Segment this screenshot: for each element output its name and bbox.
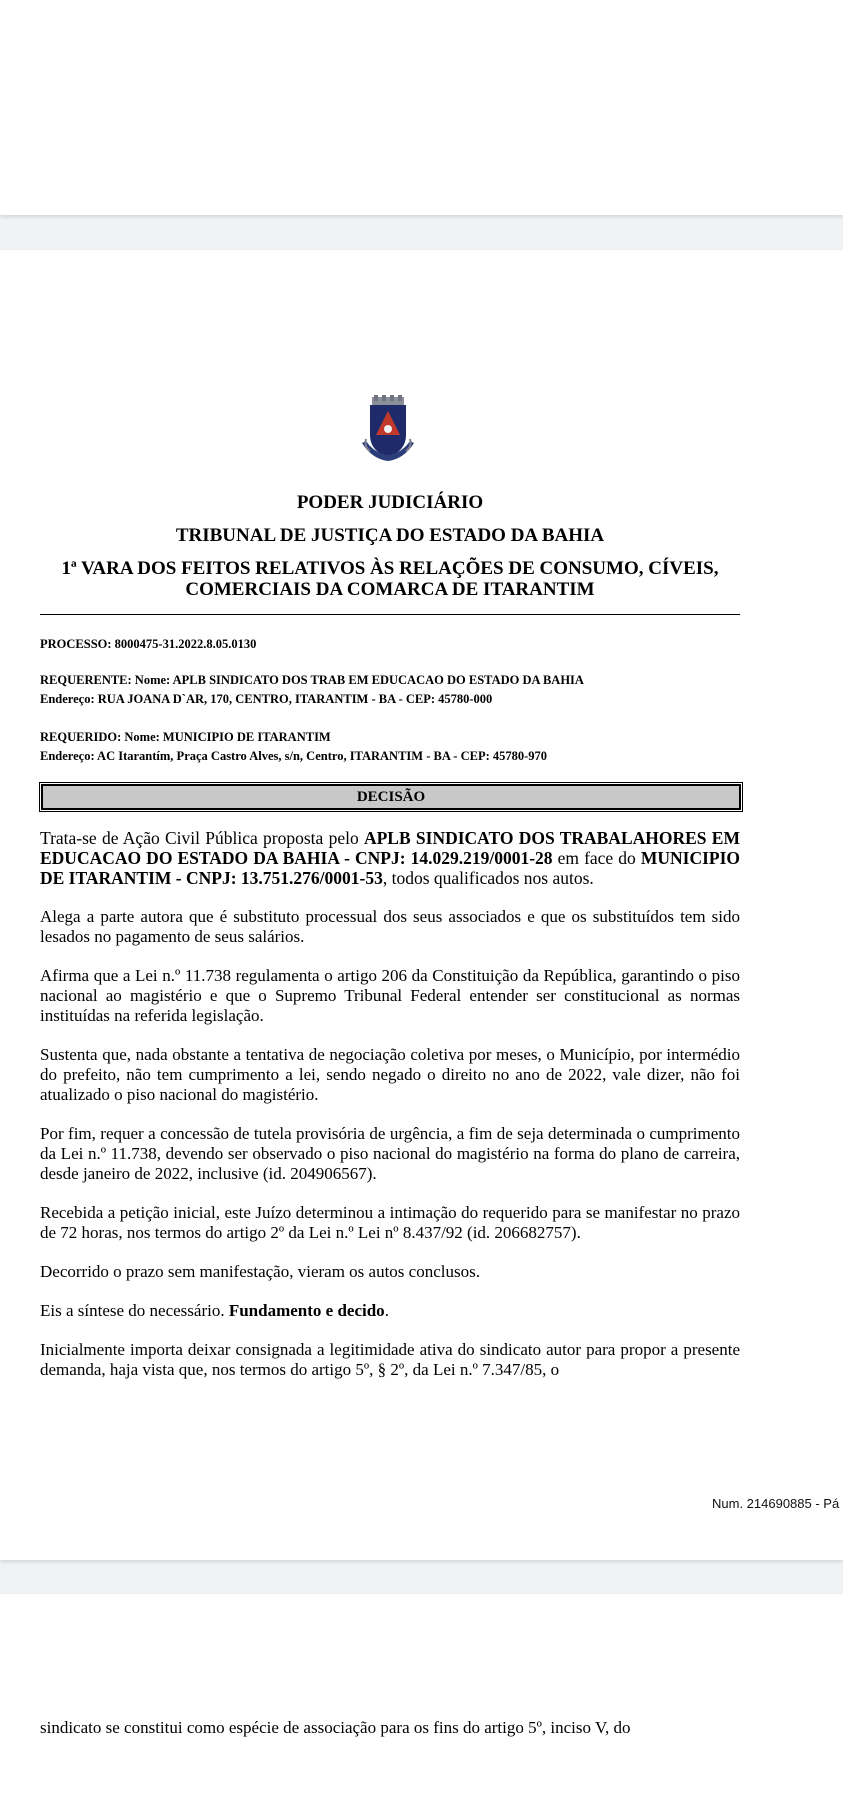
p8-fundamento: Fundamento e decido — [228, 1301, 385, 1320]
header-vara — [40, 558, 740, 600]
header-divider — [40, 614, 740, 615]
p1-text-a: Trata-se de Ação Civil Pública proposta pelo — [40, 828, 364, 848]
paragraph-4: Sustenta que, nada obstante a tentativa de negociação coletiva por meses, o Município, por intermédio do prefeito, não tem cumprimento a lei, sendo negado o direito no ano de 2022, vale dizer, não foi atualizado o piso nacional do magistério. — [40, 1045, 740, 1104]
header-vara-line1: 1ª VARA DOS FEITOS RELATIVOS ÀS RELAÇÕES DE CONSUMO, CÍVEIS, — [61, 558, 719, 579]
paragraph-1 — [40, 828, 740, 888]
p8-text-c: . — [384, 1301, 389, 1320]
requerente-endereco: Endereço: RUA JOANA D`AR, 170, CENTRO, ITARANTIM - BA - CEP: 45780-000 — [40, 692, 493, 706]
paragraph-9: Inicialmente importa deixar consignada a legitimidade ativa do sindicato autor para propor a presente demanda, haja vista que, nos termos do artigo 5º, § 2º, da Lei n.º 7.347/85, o — [40, 1340, 740, 1379]
bahia-coat-of-arms-icon — [358, 395, 418, 465]
document-page — [0, 250, 843, 1560]
processo-number: PROCESSO: 8000475-31.2022.8.05.0130 — [40, 637, 257, 651]
paragraph-3: Afirma que a Lei n.º 11.738 regulamenta o artigo 206 da Constituição da República, garantindo o piso nacional ao magistério e que o Supremo Tribunal Federal entender ser constitucional as normas instituídas na referida legislação. — [40, 966, 740, 1025]
next-page — [0, 1594, 843, 1794]
requerido-block — [40, 728, 760, 766]
page-footer-num: Num. 214690885 - Pá — [712, 1496, 840, 1511]
requerido-nome: REQUERIDO: Nome: MUNICIPIO DE ITARANTIM — [40, 730, 331, 744]
p1-autor: APLB SINDICATO DOS TRABALAHORES EM EDUCACAO DO ESTADO DA BAHIA - CNPJ: 14.029.219/0001-28 — [40, 828, 740, 868]
next-page-first-line: sindicato se constitui como espécie de associação para os fins do artigo 5º, inciso V, do — [40, 1718, 631, 1737]
header-tribunal: TRIBUNAL DE JUSTIÇA DO ESTADO DA BAHIA — [175, 525, 605, 546]
section-title-decisao: DECISÃO — [41, 784, 741, 810]
header-vara-line2: COMERCIAIS DA COMARCA DE ITARANTIM — [185, 579, 595, 600]
previous-page — [0, 0, 843, 215]
p1-text-c: em face do — [552, 848, 641, 868]
paragraph-2: Alega a parte autora que é substituto processual dos seus associados e que os substituídos tem sido lesados no pagamento de seus salários. — [40, 907, 740, 946]
p1-reu: MUNICIPIO DE ITARANTIM - CNPJ: 13.751.276/0001-53 — [40, 848, 741, 888]
requerente-block — [40, 671, 760, 709]
requerido-endereco: Endereço: AC Itarantím, Praça Castro Alves, s/n, Centro, ITARANTIM - BA - CEP: 45780-970 — [40, 749, 548, 763]
header-poder-judiciario: PODER JUDICIÁRIO — [296, 492, 484, 513]
paragraph-6: Recebida a petição inicial, este Juízo determinou a intimação do requerido para se manifestar no prazo de 72 horas, nos termos do artigo 2º da Lei n.º Lei nº 8.437/92 (id. 206682757). — [40, 1203, 740, 1242]
paragraph-8 — [40, 1301, 740, 1321]
paragraph-5: Por fim, requer a concessão de tutela provisória de urgência, a fim de seja determinada o cumprimento da Lei n.º 11.738, devendo ser observado o piso nacional do magistério na forma do plano de carreira, desde janeiro de 2022, inclusive (id. 204906567). — [40, 1124, 740, 1183]
requerente-nome: REQUERENTE: Nome: APLB SINDICATO DOS TRAB EM EDUCACAO DO ESTADO DA BAHIA — [40, 673, 584, 687]
p1-text-e: , todos qualificados nos autos. — [382, 868, 594, 888]
p8-text-a: Eis a síntese do necessário. — [40, 1301, 229, 1320]
paragraph-7: Decorrido o prazo sem manifestação, vieram os autos conclusos. — [40, 1262, 480, 1281]
decision-body — [40, 828, 740, 1399]
